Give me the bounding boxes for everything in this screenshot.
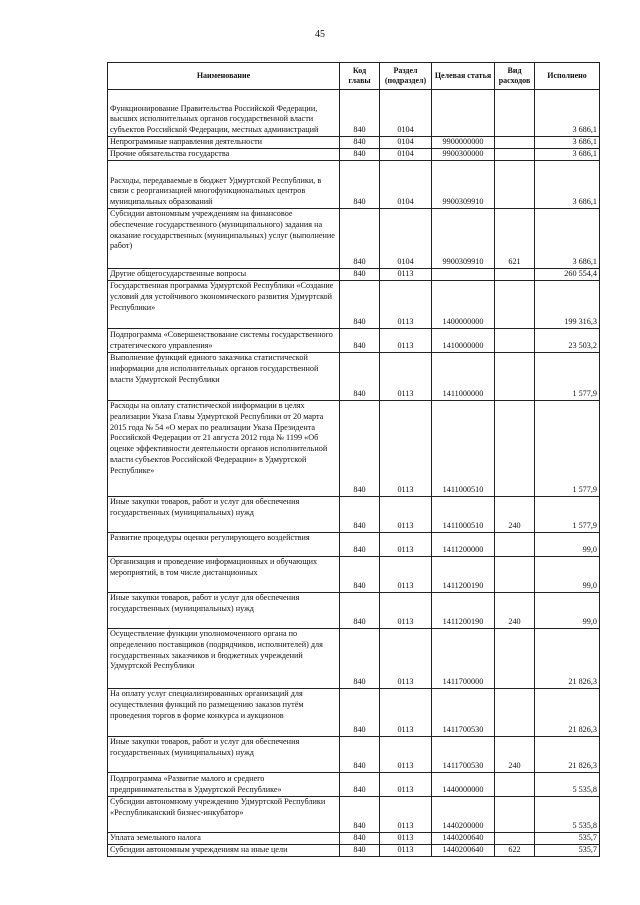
row-section: 0113 [380,629,432,689]
table-row [108,557,600,593]
table-row [108,137,600,149]
row-target: 1411700000 [432,629,495,689]
row-target: 9900309910 [432,161,495,209]
row-target: 1411200000 [432,533,495,557]
row-type [495,773,535,797]
row-section: 0113 [380,269,432,281]
row-type [495,353,535,401]
row-type: 621 [495,209,535,269]
row-code: 840 [340,90,380,137]
row-name: Выполнение функций единого заказчика статистической информации для исполнительных органов государственной власти Удмуртской Республики [108,353,340,401]
row-section: 0113 [380,737,432,773]
row-section: 0113 [380,773,432,797]
row-code: 840 [340,281,380,329]
row-section: 0113 [380,281,432,329]
table-row [108,161,600,209]
row-name: Расходы, передаваемые в бюджет Удмуртской Республики, в связи с реорганизацией многофункциональных центров муниципальных образований [108,161,340,209]
row-target: 9900300000 [432,149,495,161]
table-row [108,269,600,281]
row-amount: 535,7 [535,833,600,845]
row-amount: 99,0 [535,593,600,629]
row-section: 0113 [380,689,432,737]
row-type [495,629,535,689]
row-type: 240 [495,497,535,533]
budget-execution-table [107,62,600,857]
row-amount: 21 826,3 [535,689,600,737]
header-name: Наименование [108,63,340,90]
row-section: 0113 [380,593,432,629]
row-type: 240 [495,593,535,629]
row-amount: 3 686,1 [535,90,600,137]
row-code: 840 [340,161,380,209]
table-row [108,90,600,137]
row-section: 0113 [380,497,432,533]
table-row [108,353,600,401]
row-target: 1400000000 [432,281,495,329]
row-target: 1411700530 [432,737,495,773]
row-amount: 1 577,9 [535,353,600,401]
row-code: 840 [340,689,380,737]
header-section: Раздел (подраздел) [380,63,432,90]
row-type [495,90,535,137]
row-code: 840 [340,137,380,149]
row-type [495,269,535,281]
row-section: 0104 [380,137,432,149]
row-target [432,269,495,281]
row-target: 1440200640 [432,845,495,857]
row-amount: 1 577,9 [535,497,600,533]
row-amount: 1 577,9 [535,401,600,497]
row-target: 1411200190 [432,557,495,593]
table-row [108,689,600,737]
row-target: 1411700530 [432,689,495,737]
row-name: Функционирование Правительства Российской Федерации, высших исполнительных органов государственной власти субъектов Российской Федерации, местных администраций [108,90,340,137]
row-amount: 3 686,1 [535,161,600,209]
table-row [108,593,600,629]
row-section: 0113 [380,401,432,497]
row-name: Субсидии автономному учреждению Удмуртской Республики «Республиканский бизнес-инкубатор» [108,797,340,833]
row-section: 0113 [380,533,432,557]
row-name: Субсидии автономным учреждениям на финансовое обеспечение государственного (муниципального) задания на оказание государственных (муниципальных) услуг (выполнение работ) [108,209,340,269]
header-executed: Исполнено [535,63,600,90]
row-name: На оплату услуг специализированных организаций для осуществления функций по размещению заказов путём проведения торгов в форме конкурса и аукционов [108,689,340,737]
row-type: 622 [495,845,535,857]
row-type [495,557,535,593]
row-type [495,329,535,353]
row-section: 0113 [380,833,432,845]
row-section: 0113 [380,557,432,593]
row-name: Другие общегосударственные вопросы [108,269,340,281]
table-row [108,845,600,857]
row-type [495,797,535,833]
row-type [495,281,535,329]
row-amount: 3 686,1 [535,137,600,149]
row-code: 840 [340,209,380,269]
row-name: Иные закупки товаров, работ и услуг для обеспечения государственных (муниципальных) нужд [108,593,340,629]
page-number: 45 [315,29,325,40]
row-name: Подпрограмма «Совершенствование системы государственного стратегического управления» [108,329,340,353]
row-type [495,689,535,737]
row-code: 840 [340,593,380,629]
row-name: Государственная программа Удмуртской Республики «Создание условий для устойчивого экономического развития Удмуртской Республики» [108,281,340,329]
table-header-row [108,63,600,90]
header-chapter-code: Код главы [340,63,380,90]
row-target [432,90,495,137]
row-section: 0104 [380,90,432,137]
row-code: 840 [340,557,380,593]
table-row [108,209,600,269]
row-section: 0104 [380,149,432,161]
row-code: 840 [340,797,380,833]
table-row [108,149,600,161]
row-name: Расходы на оплату статистической информации в целях реализации Указа Главы Удмуртской Республики от 20 марта 2015 года № 54 «О мерах по реализации Указа Президента Российской Федерации от 21 августа 2012 года № 1199 «Об оценке эффективности деятельности органов исполнительной власти субъектов Российской Федерации» в Удмуртской Республике» [108,401,340,497]
table-row [108,629,600,689]
row-name: Развитие процедуры оценки регулирующего воздействия [108,533,340,557]
row-code: 840 [340,629,380,689]
row-target: 1440200640 [432,833,495,845]
row-target: 1411000000 [432,353,495,401]
table-row [108,797,600,833]
row-name: Иные закупки товаров, работ и услуг для обеспечения государственных (муниципальных) нужд [108,737,340,773]
row-section: 0113 [380,845,432,857]
row-target: 1440200000 [432,797,495,833]
row-type [495,533,535,557]
row-amount: 21 826,3 [535,737,600,773]
row-amount: 3 686,1 [535,149,600,161]
row-target: 1411200190 [432,593,495,629]
table-row [108,533,600,557]
row-type [495,137,535,149]
row-section: 0113 [380,797,432,833]
row-amount: 3 686,1 [535,209,600,269]
row-code: 840 [340,833,380,845]
table-row [108,401,600,497]
row-type [495,401,535,497]
row-amount: 21 826,3 [535,629,600,689]
row-section: 0113 [380,329,432,353]
row-amount: 23 503,2 [535,329,600,353]
row-type: 240 [495,737,535,773]
row-target: 1411000510 [432,401,495,497]
row-amount: 99,0 [535,557,600,593]
row-section: 0113 [380,353,432,401]
row-name: Субсидии автономным учреждениям на иные цели [108,845,340,857]
row-name: Непрограммные направления деятельности [108,137,340,149]
row-name: Уплата земельного налога [108,833,340,845]
row-code: 840 [340,533,380,557]
row-type [495,161,535,209]
row-section: 0104 [380,161,432,209]
header-expense-type: Вид расходов [495,63,535,90]
row-type [495,149,535,161]
table-row [108,329,600,353]
row-target: 9900000000 [432,137,495,149]
row-name: Организация и проведение информационных и обучающих мероприятий, в том числе дистанционных [108,557,340,593]
row-target: 1410000000 [432,329,495,353]
row-code: 840 [340,845,380,857]
row-code: 840 [340,737,380,773]
row-target: 9900309910 [432,209,495,269]
header-target-article: Целевая статья [432,63,495,90]
row-code: 840 [340,497,380,533]
row-type [495,833,535,845]
row-amount: 5 535,8 [535,797,600,833]
row-amount: 199 316,3 [535,281,600,329]
row-name: Подпрограмма «Развитие малого и среднего предпринимательства в Удмуртской Республике» [108,773,340,797]
row-code: 840 [340,269,380,281]
table-row [108,737,600,773]
row-target: 1411000510 [432,497,495,533]
row-name: Осуществление функции уполномоченного органа по определению поставщиков (подрядчиков, исполнителей) для государственных заказчиков и бюджетных учреждений Удмуртской Республики [108,629,340,689]
row-section: 0104 [380,209,432,269]
row-code: 840 [340,353,380,401]
table-row [108,833,600,845]
row-code: 840 [340,773,380,797]
table-row [108,773,600,797]
row-amount: 535,7 [535,845,600,857]
row-amount: 260 554,4 [535,269,600,281]
table-row [108,281,600,329]
table-row [108,497,600,533]
row-code: 840 [340,329,380,353]
row-name: Прочие обязательства государства [108,149,340,161]
row-code: 840 [340,149,380,161]
row-target: 1440000000 [432,773,495,797]
row-name: Иные закупки товаров, работ и услуг для обеспечения государственных (муниципальных) нужд [108,497,340,533]
row-code: 840 [340,401,380,497]
row-amount: 5 535,8 [535,773,600,797]
row-amount: 99,0 [535,533,600,557]
